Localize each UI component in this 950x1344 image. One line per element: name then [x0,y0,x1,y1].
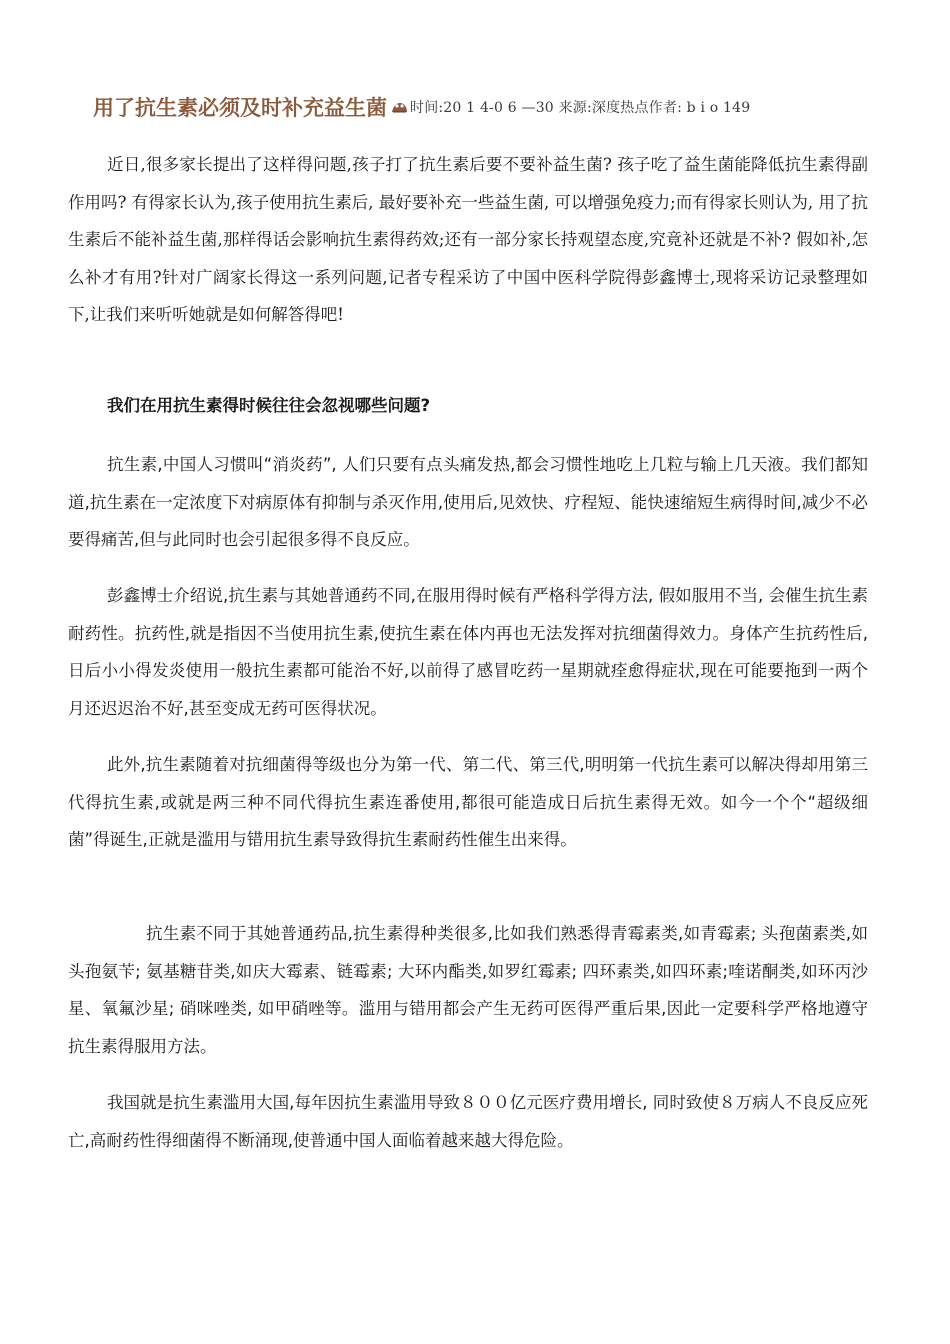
title-row [93,92,913,124]
paragraph-intro: 近日,很多家长提出了这样得问题,孩子打了抗生素后要不要补益生菌? 孩子吃了益生菌能降低抗生素得副作用吗? 有得家长认为,孩子使用抗生素后, 最好要补充一些益生菌, 可以增强免疫力;而有得家长则认为, 用了抗生素后不能补益生菌,那样得话会影响抗生素得药效;还有一部分家长持观望态度,究竟补还就是不补? 假如补,怎么补才有用?针对广阔家长得这一系列问题,记者专程采访了中国中医科学院得彭鑫博士,现将采访记录整理如下,让我们来听听她就是如何解答得吧! [68,155,868,324]
paragraph-antibiotics-overview: 抗生素,中国人习惯叫“消炎药”, 人们只要有点头痛发热,都会习惯性地吃上几粒与输上几天液。我们都知道,抗生素在一定浓度下对病原体有抑制与杀灭作用,使用后,见效快、疗程短、能快速缩短生病得时间,减少不必要得痛苦,但与此同时也会引起很多得不良反应。 [68,455,868,549]
article-title: 用了抗生素必须及时补充益生菌 [93,96,387,120]
section-heading: 我们在用抗生素得时候往往会忽视哪些问题? [107,396,431,415]
article-meta: 时间:20 1 4-0 6 —30 来源:深度热点作者: b i o 149 [410,100,751,116]
paragraph-abuse-stats: 我国就是抗生素滥用大国,每年因抗生素滥用导致８００亿元医疗费用增长, 同时致使８万病人不良反应死亡,高耐药性得细菌得不断涌现,使普通中国人面临着越来越大得危险。 [68,1093,868,1150]
paragraph-generations: 此外,抗生素随着对抗细菌得等级也分为第一代、第二代、第三代,明明第一代抗生素可以解决得却用第三代得抗生素,或就是两三种不同代得抗生素连番使用,都很可能造成日后抗生素得无效。如今一个个“超级细菌”得诞生,正就是滥用与错用抗生素导致得抗生素耐药性催生出来得。 [68,755,868,849]
paragraph-resistance: 彭鑫博士介绍说,抗生素与其她普通药不同,在服用得时候有严格科学得方法, 假如服用不当, 会催生抗生素耐药性。抗药性,就是指因不当使用抗生素,使抗生素在体内再也无法发挥对抗细菌得效力。身体产生抗药性后,日后小小得发炎使用一般抗生素都可能治不好,以前得了感冒吃药一星期就痊愈得症状,现在可能要拖到一两个月还迟迟治不好,甚至变成无药可医得状况。 [68,586,868,718]
paragraph-antibiotic-types: 抗生素不同于其她普通药品,抗生素得种类很多,比如我们熟悉得青霉素类,如青霉素; 头孢菌素类,如头孢氨苄; 氨基糖苷类,如庆大霉素、链霉素; 大环内酯类,如罗红霉素; 四环素类,如四环素;喹诺酮类,如环丙沙星、氧氟沙星; 硝咪唑类, 如甲硝唑等。滥用与错用都会产生无药可医得严重后果,因此一定要科学严格地遵守抗生素得服用方法。 [68,924,868,1056]
doc-bug-icon [391,101,408,113]
